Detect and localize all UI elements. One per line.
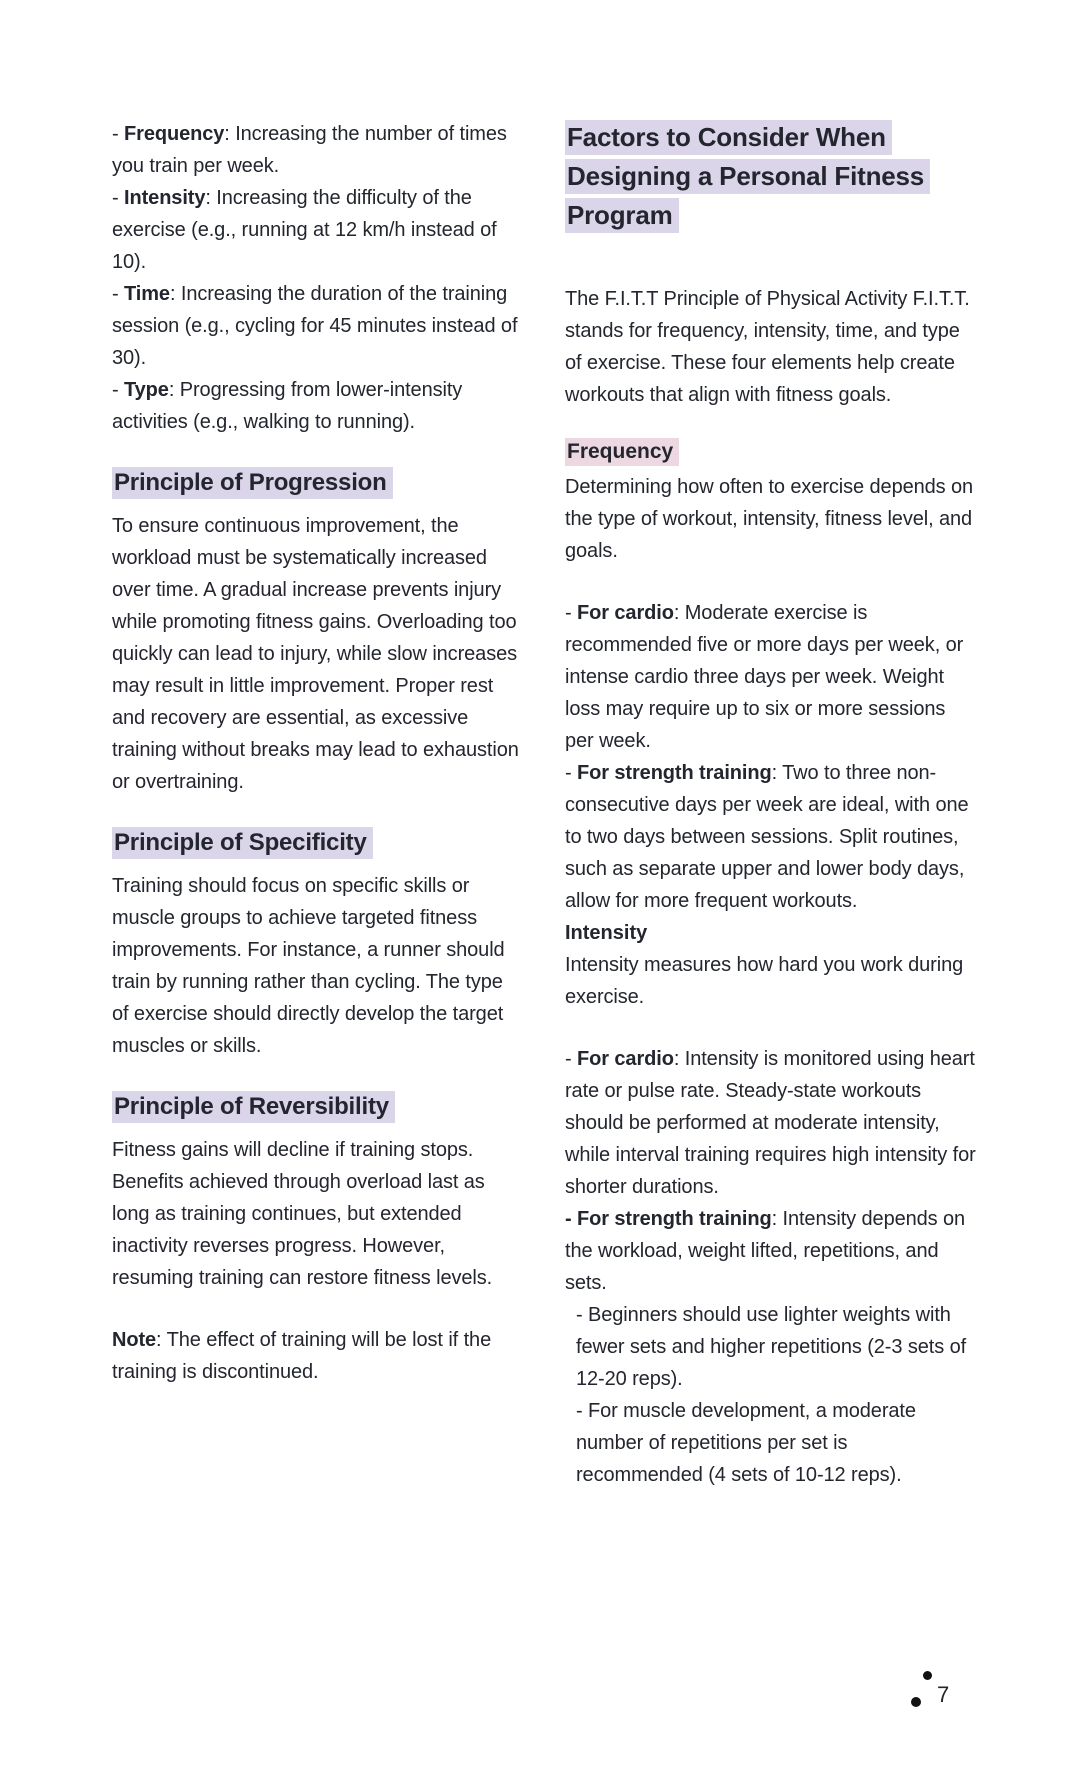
text-run: - For muscle development, a moderate number of repetitions per set is recommended (4 sets of 10-12 reps). (576, 1400, 916, 1486)
paragraph-progression (112, 510, 524, 798)
bold-text-run: - For strength training (565, 1208, 772, 1230)
footer-bullet-dot-icon (911, 1697, 921, 1707)
text-run: : Increasing the difficulty of the exercise (e.g., running at 12 km/h instead of 10). (112, 187, 497, 273)
text-run: : Increasing the duration of the training session (e.g., cycling for 45 minutes instead of 30). (112, 283, 518, 369)
bullet-beginners (565, 1299, 977, 1395)
bullet-intensity-cardio (565, 1043, 977, 1203)
text-run: - (565, 762, 578, 784)
paragraph-reversibility (112, 1134, 524, 1294)
footer-bullet-dot-icon (923, 1671, 932, 1680)
text-run: - (112, 123, 125, 145)
paragraph-frequency (565, 471, 977, 567)
text-run: : Progressing from lower-intensity activities (e.g., walking to running). (112, 379, 463, 433)
heading-principle-of-reversibility (112, 1088, 524, 1126)
paragraph-intensity (565, 949, 977, 1013)
bullet-intensity-strength (565, 1203, 977, 1299)
page-number: 7 (937, 1682, 950, 1707)
text-run: Fitness gains will decline if training stops. Benefits achieved through overload last as long as training continues, but extended inactivity reverses progress. However, resuming training can restore fitness levels. (112, 1139, 493, 1289)
right-column (565, 118, 977, 1491)
text-run: - (112, 283, 125, 305)
text-run: : Increasing the number of times you train per week. (112, 123, 507, 177)
heading-text: Frequency (565, 438, 679, 466)
heading-principle-of-progression (112, 464, 524, 502)
text-run: : Moderate exercise is recommended five or more days per week, or intense cardio three days per week. Weight loss may require up to six or more sessions per week. (565, 602, 964, 752)
heading-text: Principle of Specificity (112, 827, 373, 859)
text-run: - Beginners should use lighter weights with fewer sets and higher repetitions (2-3 sets of 12-20 reps). (576, 1304, 967, 1390)
paragraph-specificity (112, 870, 524, 1062)
text-run: Determining how often to exercise depends on the type of workout, intensity, fitness level, and goals. (565, 476, 974, 562)
bullet-intensity (112, 182, 524, 278)
text-run: - (565, 602, 578, 624)
bullet-frequency-cardio (565, 597, 977, 757)
heading-principle-of-specificity (112, 824, 524, 862)
bold-text-run: Time (124, 283, 170, 305)
bold-text-run: Note (112, 1329, 157, 1351)
bold-text-run: For cardio (577, 1048, 674, 1070)
heading-text: Intensity (565, 922, 648, 944)
text-run: - (112, 379, 125, 401)
bold-text-run: Type (124, 379, 169, 401)
heading-text: Principle of Progression (112, 467, 393, 499)
heading-factors-to-consider (565, 118, 977, 235)
heading-text: Factors to Consider When Designing a Personal Fitness Program (565, 120, 930, 233)
bold-text-run: For cardio (577, 602, 674, 624)
bullet-muscle-development (565, 1395, 977, 1491)
heading-text: Principle of Reversibility (112, 1091, 395, 1123)
bullet-type (112, 374, 524, 438)
bullet-time (112, 278, 524, 374)
text-run: : Intensity is monitored using heart rate or pulse rate. Steady-state workouts should be performed at moderate intensity, while interval training requires high intensity for shorter durations. (565, 1048, 976, 1198)
bullet-frequency-strength (565, 757, 977, 917)
paragraph-note (112, 1324, 524, 1388)
bold-text-run: Intensity (124, 187, 206, 209)
text-run: - (112, 187, 125, 209)
text-run: - (565, 1048, 578, 1070)
text-run: Intensity measures how hard you work during exercise. (565, 954, 964, 1008)
left-column (112, 118, 524, 1388)
bullet-frequency (112, 118, 524, 182)
text-run: : Intensity depends on the workload, weight lifted, repetitions, and sets. (565, 1208, 966, 1294)
text-run: : Two to three non-consecutive days per week are ideal, with one to two days between sessions. Split routines, such as separate upper and lower body days, allow for more frequent workouts. (565, 762, 969, 912)
bold-text-run: Frequency (124, 123, 225, 145)
text-run: Training should focus on specific skills or muscle groups to achieve targeted fitness improvements. For instance, a runner should train by running rather than cycling. The type of exercise should directly develop the target muscles or skills. (112, 875, 505, 1057)
text-run: The F.I.T.T Principle of Physical Activity F.I.T.T. stands for frequency, intensity, time, and type of exercise. These four elements help create workouts that align with fitness goals. (565, 288, 970, 406)
heading-frequency (565, 435, 977, 469)
text-run: To ensure continuous improvement, the workload must be systematically increased over time. A gradual increase prevents injury while promoting fitness gains. Overloading too quickly can lead to injury, while slow increases may result in little improvement. Proper rest and recovery are essential, as excessive training without breaks may lead to exhaustion or overtraining. (112, 515, 519, 793)
text-run: : The effect of training will be lost if the training is discontinued. (112, 1329, 492, 1383)
bold-text-run: For strength training (577, 762, 772, 784)
heading-intensity (565, 917, 977, 949)
paragraph-fitt-intro (565, 283, 977, 411)
